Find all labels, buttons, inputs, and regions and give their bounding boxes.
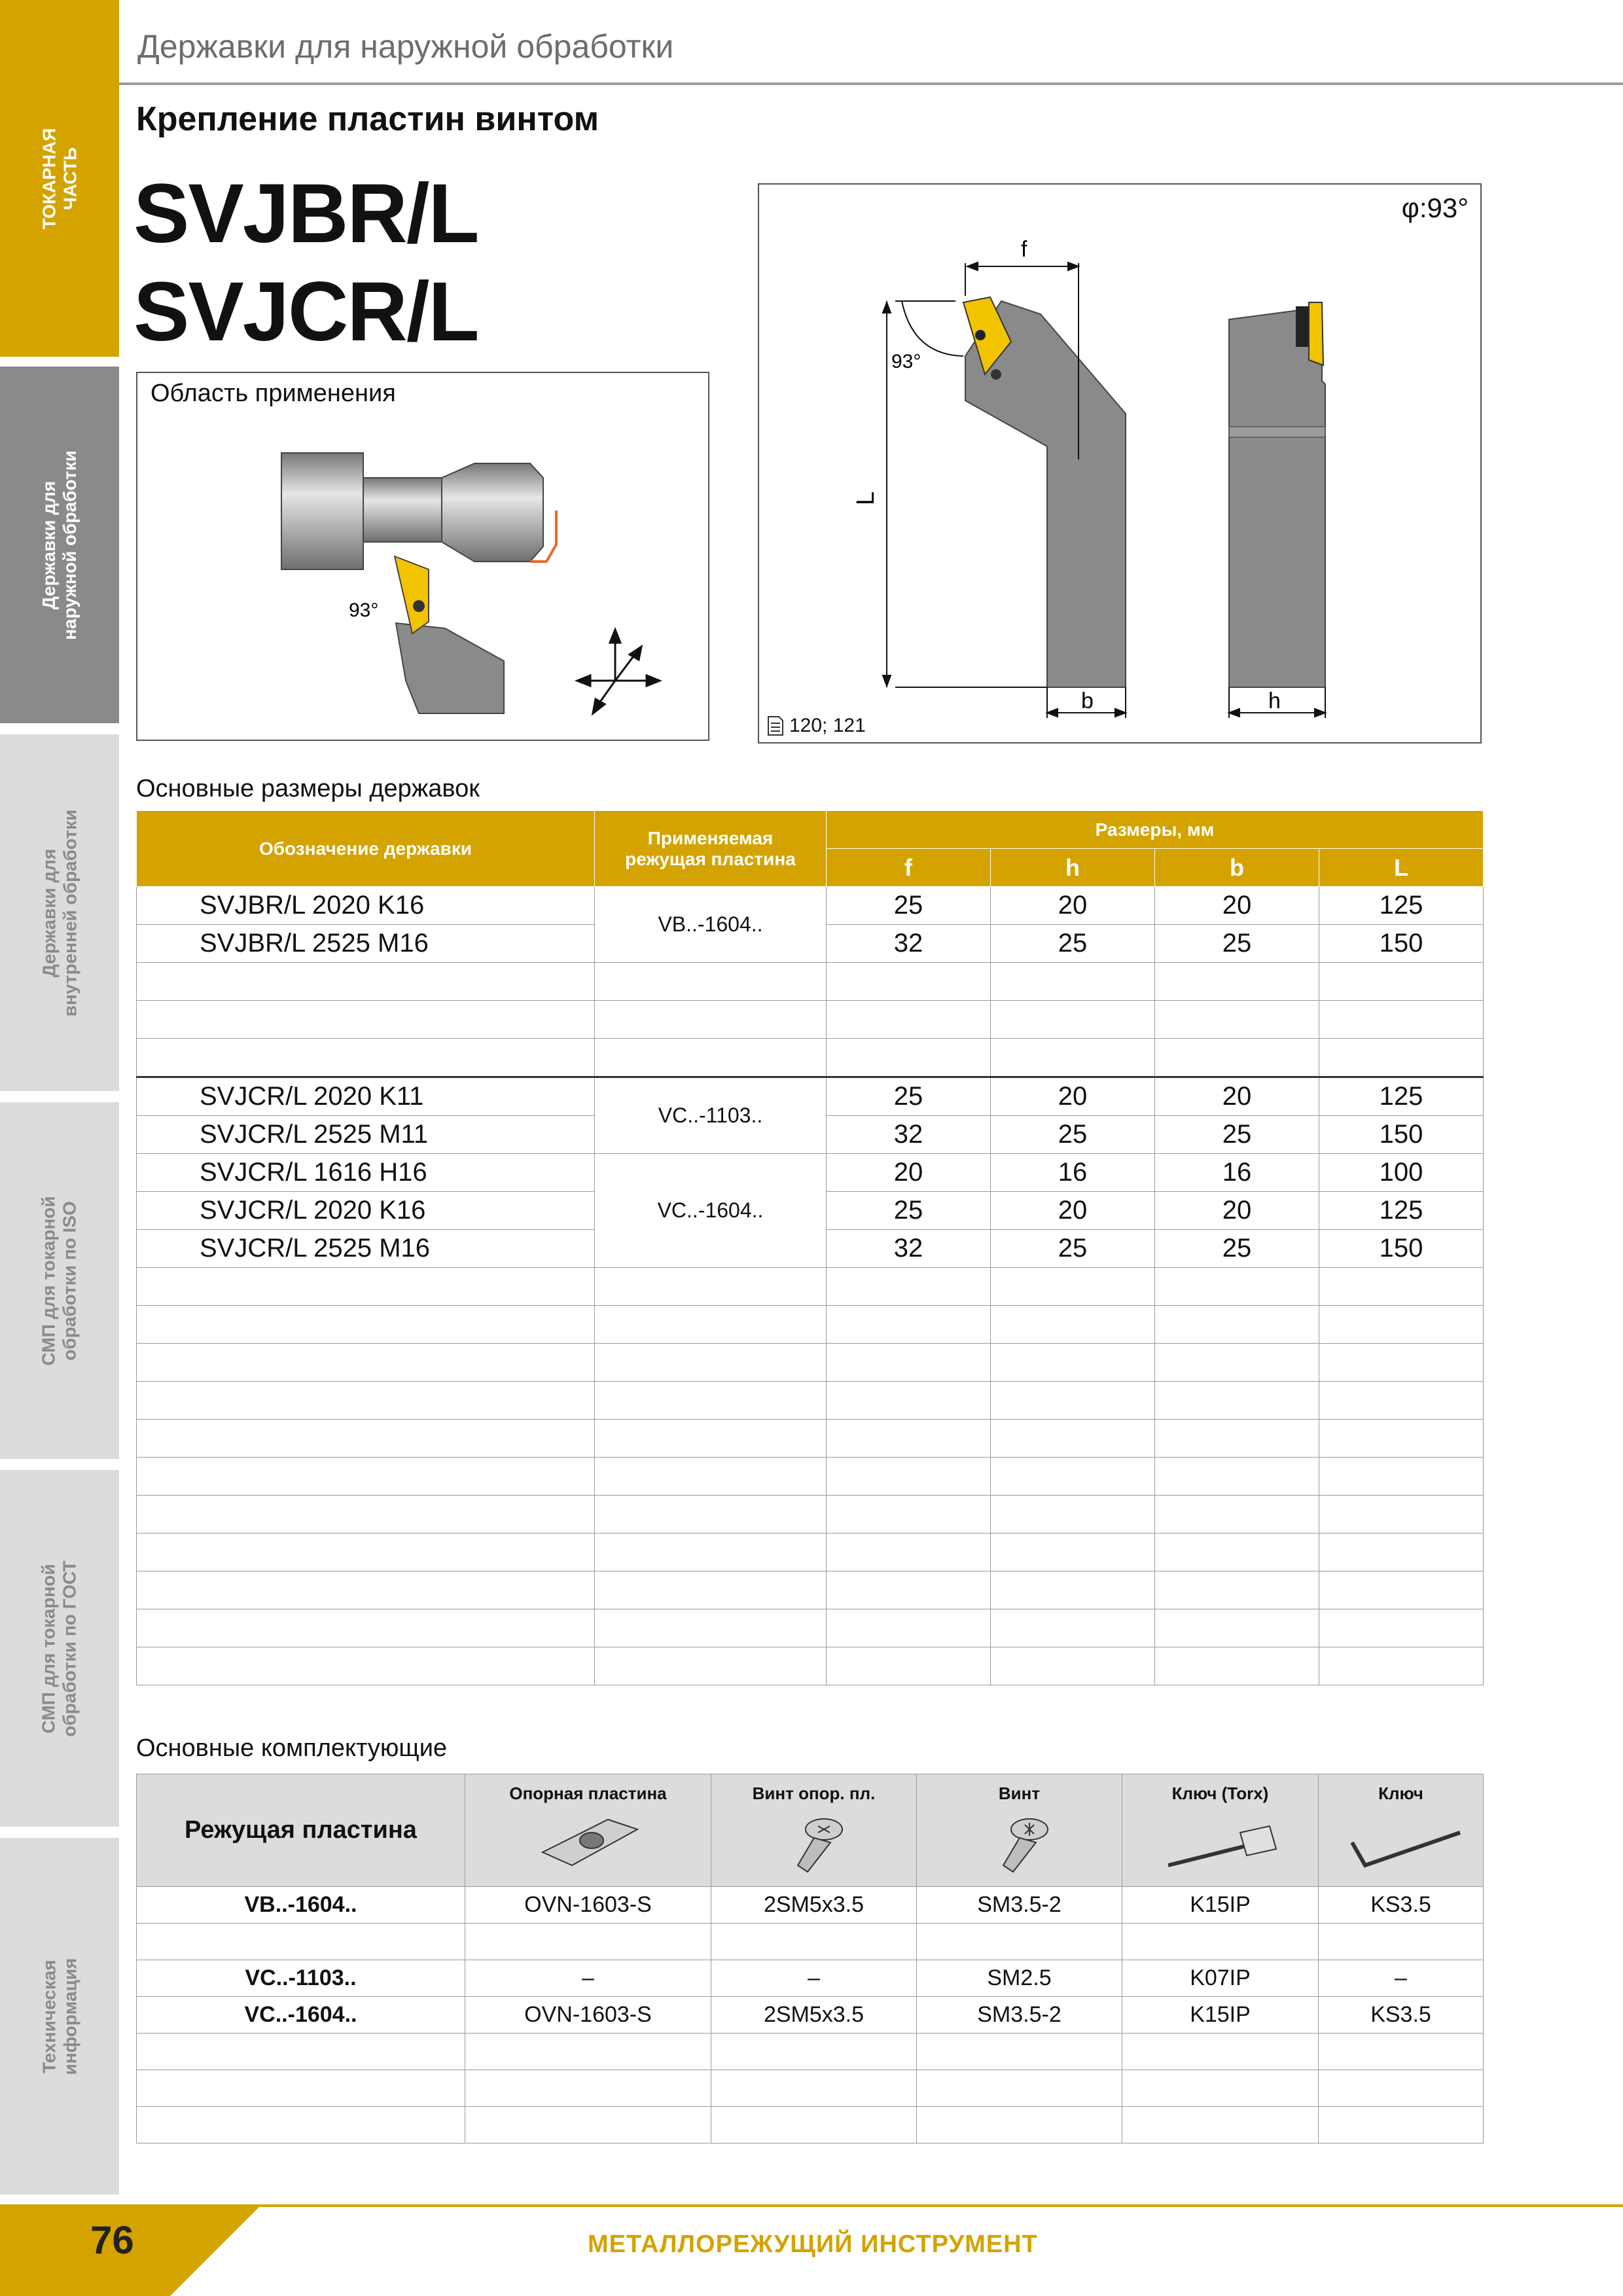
table-row-empty <box>137 1001 1484 1039</box>
header-shim-screw: Винт опор. пл. <box>711 1774 917 1887</box>
page-subtitle: Крепление пластин винтом <box>136 100 599 138</box>
table-row-empty <box>137 1268 1484 1306</box>
insert-cell: VC..-1604.. <box>595 1154 827 1268</box>
footer-brand: МЕТАЛЛОРЕЖУЩИЙ ИНСТРУМЕНТ <box>588 2231 1038 2258</box>
header-shim: Опорная пластина <box>465 1774 711 1887</box>
header-insert: Применяемая режущая пластина <box>595 811 827 887</box>
table-row-empty <box>137 1344 1484 1382</box>
sidebar-tab-turning[interactable] <box>0 0 119 357</box>
table-row-empty <box>137 1039 1484 1077</box>
dimensions-table-caption: Основные размеры державок <box>136 775 480 802</box>
table-row-empty <box>137 1534 1484 1571</box>
table-row-empty <box>137 1420 1484 1458</box>
approach-angle-label: φ:93° <box>1401 192 1469 223</box>
table-row-empty <box>137 1458 1484 1496</box>
header-key: Ключ <box>1319 1774 1484 1887</box>
table-row-empty <box>137 1647 1484 1685</box>
table-row: SVJCR/L 1616 H16 VC..-1604.. 20 16 16 100 <box>137 1154 1484 1192</box>
table-row-empty <box>137 2107 1484 2144</box>
application-illustration <box>137 373 708 740</box>
sidebar-tab-label: Державки для наружной обработки <box>39 450 80 640</box>
workpiece-profile <box>442 463 543 562</box>
insert-screw-icon <box>975 330 986 340</box>
table-row-empty <box>137 1609 1484 1647</box>
clamp-piece <box>1296 306 1309 347</box>
model-title-svjbr: SVJBR/L <box>134 167 478 260</box>
table-row: VC..-1604.. OVN-1603-S 2SM5x3.5 SM3.5-2 K15IP KS3.5 <box>137 1997 1484 2034</box>
header-designation: Обозначение державки <box>137 811 595 887</box>
table-row-empty <box>137 1571 1484 1609</box>
sidebar-tab-label: ТОКАРНАЯ ЧАСТЬ <box>39 128 80 229</box>
sidebar-tab-label: СМП для токарной обработки по ГОСТ <box>39 1560 80 1737</box>
table-row: SVJCR/L 2525 M11 32 25 25 150 <box>137 1116 1484 1154</box>
feed-direction-icon <box>577 630 660 713</box>
hex-key-icon <box>1336 1813 1467 1878</box>
table-row-empty <box>137 963 1484 1001</box>
technical-drawing-box <box>758 183 1482 744</box>
table-row: VC..-1103.. – – SM2.5 K07IP – <box>137 1960 1484 1997</box>
application-area-box <box>136 372 709 741</box>
holder-side-groove <box>1229 427 1325 437</box>
sidebar-tab-technical-info[interactable] <box>0 1838 119 2195</box>
drawing-angle-label: 93° <box>891 351 921 372</box>
sidebar <box>0 0 119 2296</box>
chuck-shape <box>281 453 363 569</box>
document-icon <box>767 715 784 736</box>
table-row: VB..-1604.. OVN-1603-S 2SM5x3.5 SM3.5-2 K15IP KS3.5 <box>137 1887 1484 1924</box>
insert-screw-hole <box>413 600 425 612</box>
page-reference-text: 120; 121 <box>789 715 866 736</box>
footer-divider <box>119 2204 1623 2207</box>
shim-screw-icon <box>775 1813 853 1878</box>
insert-cell: VB..-1604.. <box>595 887 827 963</box>
insert-cell: VC..-1103.. <box>595 1077 827 1154</box>
sidebar-tab-internal-holders[interactable] <box>0 734 119 1091</box>
table-row: SVJBR/L 2020 K16 VB..-1604.. 25 20 20 125 <box>137 887 1484 925</box>
table-row-empty <box>137 2034 1484 2070</box>
sidebar-tab-label: СМП для токарной обработки по ISO <box>39 1195 80 1366</box>
header-divider <box>119 82 1623 85</box>
holder-drawing <box>759 185 1480 742</box>
header-cutting-insert: Режущая пластина <box>137 1774 465 1887</box>
table-row-empty <box>137 1924 1484 1960</box>
header-sizes: Размеры, мм <box>827 811 1484 849</box>
sidebar-tab-inserts-iso[interactable] <box>0 1102 119 1459</box>
table-row: SVJCR/L 2020 K11 VC..-1103.. 25 20 20 125 <box>137 1077 1484 1116</box>
table-row-empty <box>137 1496 1484 1534</box>
sidebar-tab-label: Державки для внутренней обработки <box>39 809 80 1016</box>
model-title-svjcr: SVJCR/L <box>134 265 478 359</box>
dimension-f-label: f <box>1021 237 1027 262</box>
header-b: b <box>1155 849 1319 887</box>
page-number: 76 <box>90 2218 134 2262</box>
insert-shape <box>395 556 429 634</box>
header-f: f <box>827 849 991 887</box>
sidebar-tab-external-holders[interactable] <box>0 367 119 723</box>
workpiece-shaft <box>363 478 442 542</box>
header-screw: Винт <box>917 1774 1122 1887</box>
screw-icon <box>980 1813 1059 1878</box>
section-title: Державки для наружной обработки <box>137 28 674 65</box>
application-area-caption: Область применения <box>151 380 396 407</box>
sidebar-tab-inserts-gost[interactable] <box>0 1470 119 1827</box>
holder-side-view <box>1229 309 1325 687</box>
header-torx-key: Ключ (Torx) <box>1122 1774 1319 1887</box>
torx-key-icon <box>1155 1813 1286 1878</box>
dimension-b-label: b <box>1081 689 1094 713</box>
header-L: L <box>1319 849 1484 887</box>
accessories-table-caption: Основные комплектующие <box>136 1734 448 1762</box>
dimension-h-label: h <box>1268 689 1281 713</box>
sidebar-tab-label: Техническая информация <box>39 1958 80 2075</box>
shim-icon <box>529 1813 647 1872</box>
table-row: SVJBR/L 2525 M16 32 25 25 150 <box>137 925 1484 963</box>
table-row-empty <box>137 2070 1484 2107</box>
application-angle-label: 93° <box>349 600 379 621</box>
table-row-empty <box>137 1306 1484 1344</box>
dimensions-table <box>136 810 1484 1685</box>
accessories-table <box>136 1774 1484 2144</box>
header-h: h <box>991 849 1155 887</box>
tool-body <box>396 623 504 713</box>
table-row: SVJCR/L 2525 M16 32 25 25 150 <box>137 1230 1484 1268</box>
table-row-empty <box>137 1382 1484 1420</box>
holder-insert-side <box>1309 302 1323 365</box>
holder-screw-icon <box>991 369 1001 380</box>
dimension-L-label: L <box>852 491 880 505</box>
page-reference <box>767 715 866 737</box>
table-row: SVJCR/L 2020 K16 25 20 20 125 <box>137 1192 1484 1230</box>
